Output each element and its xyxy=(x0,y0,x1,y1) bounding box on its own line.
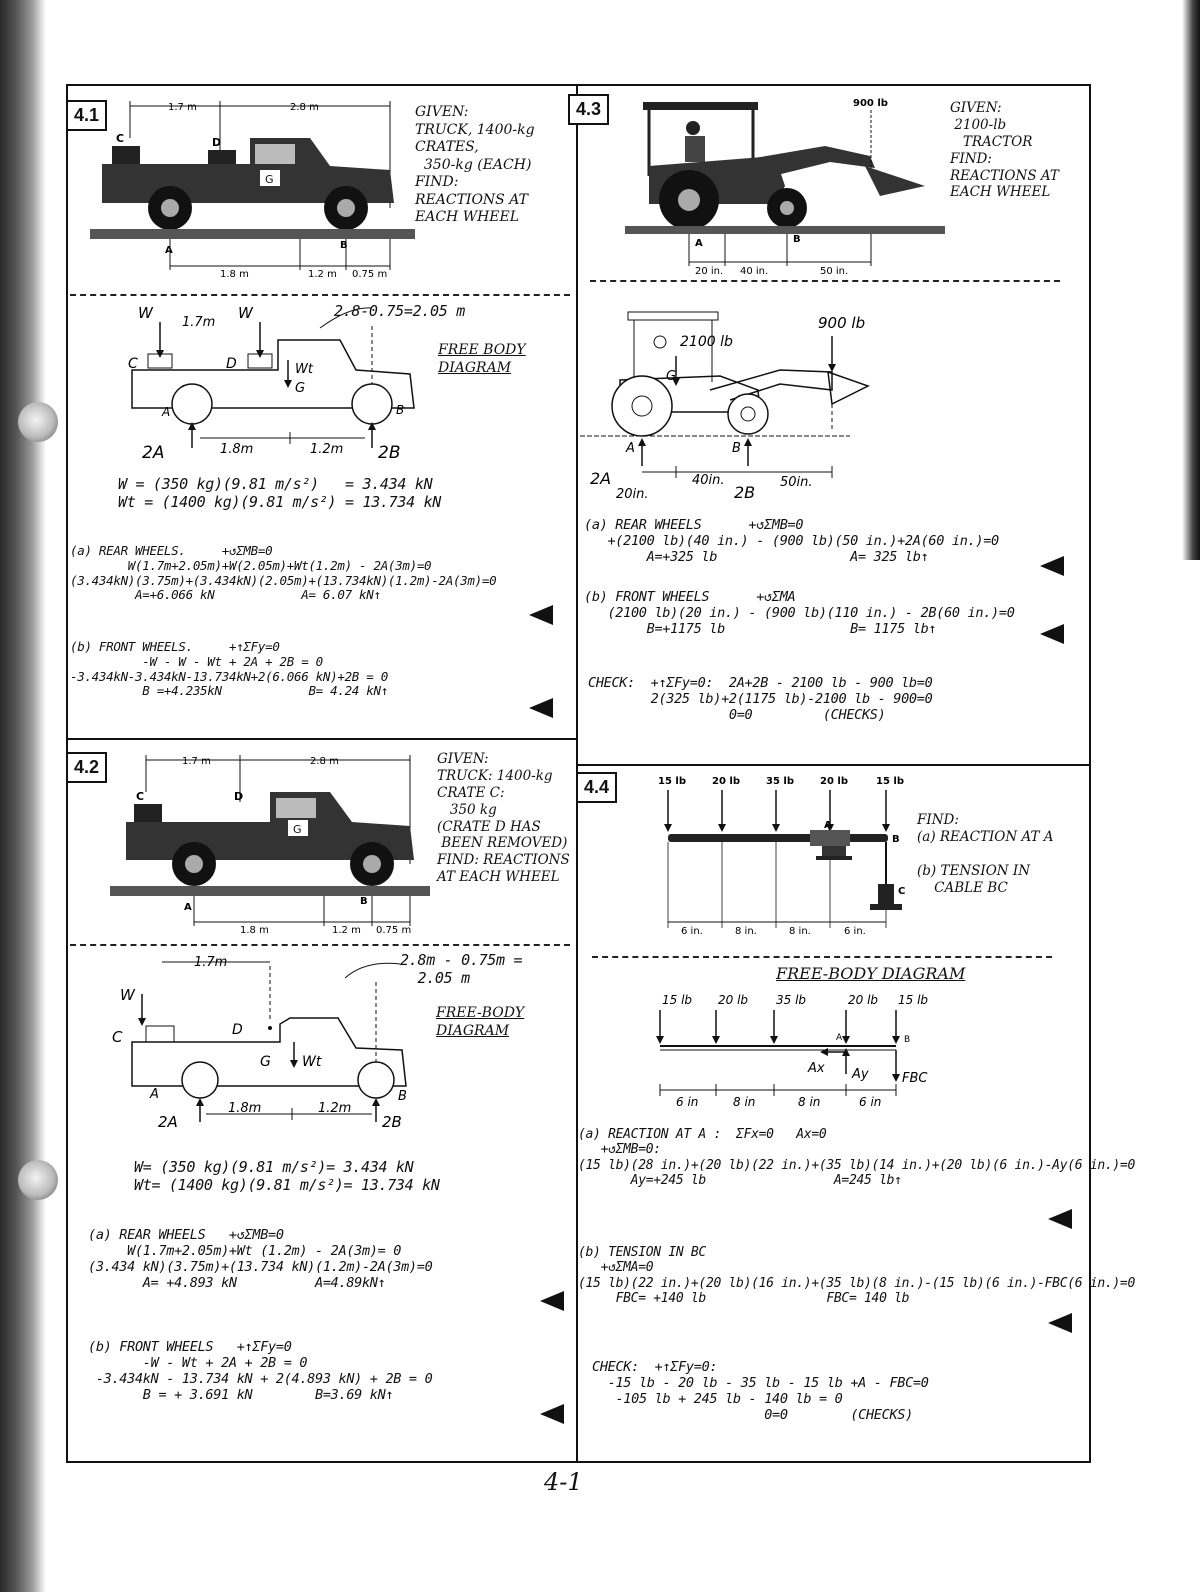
svg-text:1.8m: 1.8m xyxy=(220,442,254,457)
truck-figure xyxy=(90,98,415,278)
row-divider-left xyxy=(66,738,577,740)
svg-text:B: B xyxy=(732,441,741,456)
svg-text:900 lb: 900 lb xyxy=(818,314,866,332)
svg-text:2A: 2A xyxy=(590,469,612,488)
svg-text:2B: 2B xyxy=(378,443,401,463)
answer-arrow xyxy=(1040,556,1064,576)
separator xyxy=(592,956,1052,958)
answer-arrow xyxy=(529,698,553,718)
svg-text:G: G xyxy=(260,1054,271,1070)
svg-text:20 in.: 20 in. xyxy=(695,266,724,277)
svg-text:2.8 m: 2.8 m xyxy=(290,102,319,113)
svg-text:D: D xyxy=(226,356,237,372)
load-label: 15 lb xyxy=(898,993,929,1007)
svg-text:A: A xyxy=(824,820,832,831)
arrow-head xyxy=(842,1036,850,1044)
dimension-label: 8 in. xyxy=(789,926,811,937)
svg-text:1.7m: 1.7m xyxy=(182,315,216,330)
svg-text:1.2m: 1.2m xyxy=(318,1101,352,1116)
part-b-solution: (b) FRONT WHEELS +↑ΣFy=0 -W - Wt + 2A + 2B = 0 -3.434kN - 13.734 kN + 2(4.893 kN) + 2B = 0 B = + 3.691 kN B=3.69 kN↑ xyxy=(88,1339,433,1403)
svg-text:C: C xyxy=(128,356,138,372)
binder-edge xyxy=(0,0,46,1592)
given-text: FIND: (a) REACTION AT A (b) TENSION IN CABLE BC xyxy=(917,812,1054,896)
svg-text:2B: 2B xyxy=(382,1113,402,1131)
load-label: 20 lb xyxy=(712,776,740,787)
check-solution: CHECK: +↑ΣFy=0: -15 lb - 20 lb - 35 lb - 15 lb +A - FBC=0 -105 lb + 245 lb - 140 lb = 0 0=0 (CHECKS) xyxy=(592,1359,929,1423)
free-body-diagram xyxy=(120,298,560,468)
dimension-label: 8 in xyxy=(798,1095,821,1109)
arrow-head xyxy=(892,1036,900,1044)
svg-text:B: B xyxy=(340,240,348,251)
free-body-diagram xyxy=(580,300,880,512)
svg-text:1.2m: 1.2m xyxy=(310,442,344,457)
free-body-diagram xyxy=(650,990,940,1110)
svg-text:40 in.: 40 in. xyxy=(740,266,769,277)
part-b-solution: (b) FRONT WHEELS +↺ΣMA (2100 lb)(20 in.) - (900 lb)(110 in.) - 2B(60 in.)=0 B=+1175 lb B= 1175 lb↑ xyxy=(584,589,1015,637)
binder-hole xyxy=(18,402,58,442)
separator xyxy=(70,294,570,296)
part-a-solution: (a) REAR WHEELS +↺ΣMB=0 +(2100 lb)(40 in.) - (900 lb)(50 in.)+2A(60 in.)=0 A=+325 lb A= 325 lb↑ xyxy=(584,517,999,565)
given-text: GIVEN: TRUCK: 1400-kg CRATE C: 350 kg (CRATE D HAS BEEN REMOVED) FIND: REACTIONS AT EACH WHEEL xyxy=(437,751,570,886)
svg-text:A: A xyxy=(695,238,703,249)
load-label: 35 lb xyxy=(766,776,794,787)
answer-arrow xyxy=(1048,1209,1072,1229)
svg-text:2A: 2A xyxy=(158,1113,178,1131)
svg-text:W: W xyxy=(120,986,135,1004)
svg-text:A: A xyxy=(165,245,173,256)
svg-text:1.2 m: 1.2 m xyxy=(308,269,337,280)
arrow-head xyxy=(770,1036,778,1044)
svg-text:B: B xyxy=(904,1035,911,1045)
part-b-solution: (b) FRONT WHEELS. +↑ΣFy=0 -W - W - Wt + 2A + 2B = 0 -3.434kN-3.434kN-13.734kN+2(6.066 kN)+2B = 0 B =+4.235kN B= 4.24 kN↑ xyxy=(70,639,388,699)
page-number: 4-1 xyxy=(544,1468,583,1496)
fbd-title: FREE BODY DIAGRAM xyxy=(438,342,526,376)
load-label: 15 lb xyxy=(662,993,693,1007)
svg-text:1.7 m: 1.7 m xyxy=(182,756,211,767)
arrow-head xyxy=(772,824,780,832)
part-a-solution: (a) REACTION AT A : ΣFx=0 Ax=0 +↺ΣMB=0: (15 lb)(28 in.)+(20 lb)(22 in.)+(35 lb)(14 in.)+(20 lb)(6 in.)-Ay(6 in.)=0 Ay=+245 lb A=245 lb↑ xyxy=(578,1127,1135,1188)
svg-text:2A: 2A xyxy=(142,443,165,463)
svg-text:2B: 2B xyxy=(734,483,756,502)
svg-text:Wt: Wt xyxy=(295,362,313,377)
separator xyxy=(590,280,1060,282)
svg-text:A: A xyxy=(626,441,635,456)
fbd-note: 2.8-0.75=2.05 m xyxy=(334,302,465,320)
svg-text:50 in.: 50 in. xyxy=(820,266,849,277)
dimension-label: 8 in xyxy=(733,1095,756,1109)
svg-text:1.7m: 1.7m xyxy=(194,955,228,970)
svg-text:B: B xyxy=(892,834,900,845)
svg-text:Ax: Ax xyxy=(808,1061,825,1076)
check-solution: CHECK: +↑ΣFy=0: 2A+2B - 2100 lb - 900 lb=0 2(325 lb)+2(1175 lb)-2100 lb - 900=0 0=0 (CHECKS) xyxy=(588,675,933,723)
fbd-title: FREE-BODY DIAGRAM xyxy=(436,1005,525,1039)
svg-text:Wt: Wt xyxy=(302,1054,322,1070)
dimension-label: 6 in xyxy=(676,1095,699,1109)
truck-figure xyxy=(110,752,430,934)
svg-text:C: C xyxy=(136,790,145,803)
svg-text:1.8 m: 1.8 m xyxy=(240,925,269,936)
load-label: 15 lb xyxy=(876,776,904,787)
separator xyxy=(70,944,570,946)
svg-text:A: A xyxy=(150,1087,159,1102)
weight-calc: W= (350 kg)(9.81 m/s²)= 3.434 kN Wt= (1400 kg)(9.81 m/s²)= 13.734 kN xyxy=(134,1158,440,1194)
part-a-solution: (a) REAR WHEELS +↺ΣMB=0 W(1.7m+2.05m)+Wt (1.2m) - 2A(3m)= 0 (3.434 kN)(3.75m)+(13.734 kN)(1.2m)-2A(3m)=0 A= +4.893 kN A=4.89kN↑ xyxy=(88,1227,433,1291)
arrow-head xyxy=(664,824,672,832)
fbd-title: FREE-BODY DIAGRAM xyxy=(776,964,966,983)
given-text: GIVEN: 2100-lb TRACTOR FIND: REACTIONS AT EACH WHEEL xyxy=(950,100,1059,201)
answer-arrow xyxy=(1040,624,1064,644)
svg-text:A: A xyxy=(162,405,171,419)
fbd-note: 2.8m - 0.75m = 2.05 m xyxy=(400,951,523,987)
svg-text:C: C xyxy=(898,886,906,897)
svg-text:900 lb: 900 lb xyxy=(853,98,888,109)
arrow-head xyxy=(712,1036,720,1044)
beam-figure xyxy=(650,772,920,942)
load-label: 20 lb xyxy=(820,776,848,787)
svg-text:40in.: 40in. xyxy=(692,473,725,488)
svg-text:Ay: Ay xyxy=(852,1067,869,1082)
svg-text:2100 lb: 2100 lb xyxy=(680,334,733,350)
svg-text:A: A xyxy=(184,902,192,913)
row-divider-right xyxy=(576,764,1091,766)
svg-text:1.8m: 1.8m xyxy=(228,1101,262,1116)
svg-text:20in.: 20in. xyxy=(616,487,649,502)
load-label: 20 lb xyxy=(718,993,749,1007)
given-text: GIVEN: TRUCK, 1400-kg CRATES, 350-kg (EACH) FIND: REACTIONS AT EACH WHEEL xyxy=(415,104,535,225)
svg-text:B: B xyxy=(398,1089,407,1104)
svg-text:B: B xyxy=(396,403,405,417)
free-body-diagram xyxy=(110,952,430,1130)
svg-text:0.75 m: 0.75 m xyxy=(376,925,412,936)
arrow-head xyxy=(656,1036,664,1044)
problem-number: 4.2 xyxy=(66,752,107,783)
svg-text:FBC: FBC xyxy=(902,1071,928,1086)
dimension-label: 6 in. xyxy=(681,926,703,937)
load-label: 35 lb xyxy=(776,993,807,1007)
load-label: 20 lb xyxy=(848,993,879,1007)
binder-hole xyxy=(18,1160,58,1200)
svg-text:D: D xyxy=(234,790,244,803)
svg-text:1.7 m: 1.7 m xyxy=(168,102,197,113)
answer-arrow xyxy=(540,1291,564,1311)
part-a-solution: (a) REAR WHEELS. +↺ΣMB=0 W(1.7m+2.05m)+W(2.05m)+Wt(1.2m) - 2A(3m)=0 (3.434kN)(3.75m)+(3.434kN)(2.05m)+(13.734kN)(1.2m)-2A(3m)=0 A=+6.066 kN A= 6.07 kN↑ xyxy=(70,543,497,603)
problem-number: 4.3 xyxy=(568,94,609,125)
svg-text:2.8 m: 2.8 m xyxy=(310,756,339,767)
answer-arrow xyxy=(540,1404,564,1424)
svg-text:G: G xyxy=(265,173,274,186)
part-b-solution: (b) TENSION IN BC +↺ΣMA=0 (15 lb)(22 in.)+(20 lb)(16 in.)+(35 lb)(8 in.)-(15 lb)(6 in.)-FBC(6 in.)=0 FBC= +140 lb FBC= 140 lb xyxy=(578,1245,1135,1306)
arrow-head xyxy=(882,824,890,832)
problem-number: 4.4 xyxy=(576,772,617,803)
answer-arrow xyxy=(1048,1313,1072,1333)
svg-text:C: C xyxy=(112,1028,123,1046)
weight-calc: W = (350 kg)(9.81 m/s²) = 3.434 kN Wt = (1400 kg)(9.81 m/s²) = 13.734 kN xyxy=(118,475,442,511)
svg-text:0.75 m: 0.75 m xyxy=(352,269,388,280)
svg-text:G: G xyxy=(293,823,302,836)
dimension-label: 8 in. xyxy=(735,926,757,937)
svg-text:G: G xyxy=(295,381,306,396)
svg-text:1.8 m: 1.8 m xyxy=(220,269,249,280)
answer-arrow xyxy=(529,605,553,625)
svg-text:B: B xyxy=(360,896,368,907)
svg-text:1.2 m: 1.2 m xyxy=(332,925,361,936)
tractor-figure xyxy=(625,96,945,278)
svg-text:W: W xyxy=(138,304,153,322)
svg-text:G: G xyxy=(666,369,677,384)
svg-text:C: C xyxy=(116,132,125,145)
svg-text:D: D xyxy=(212,136,222,149)
dimension-label: 6 in. xyxy=(844,926,866,937)
svg-text:D: D xyxy=(232,1022,243,1038)
svg-text:B: B xyxy=(793,234,801,245)
svg-text:A: A xyxy=(836,1033,843,1043)
page-edge-shadow xyxy=(1182,0,1200,560)
problem-number: 4.1 xyxy=(66,100,107,131)
svg-text:W: W xyxy=(238,304,253,322)
arrow-head xyxy=(718,824,726,832)
load-label: 15 lb xyxy=(658,776,686,787)
dimension-label: 6 in xyxy=(859,1095,882,1109)
svg-text:50in.: 50in. xyxy=(780,475,813,490)
